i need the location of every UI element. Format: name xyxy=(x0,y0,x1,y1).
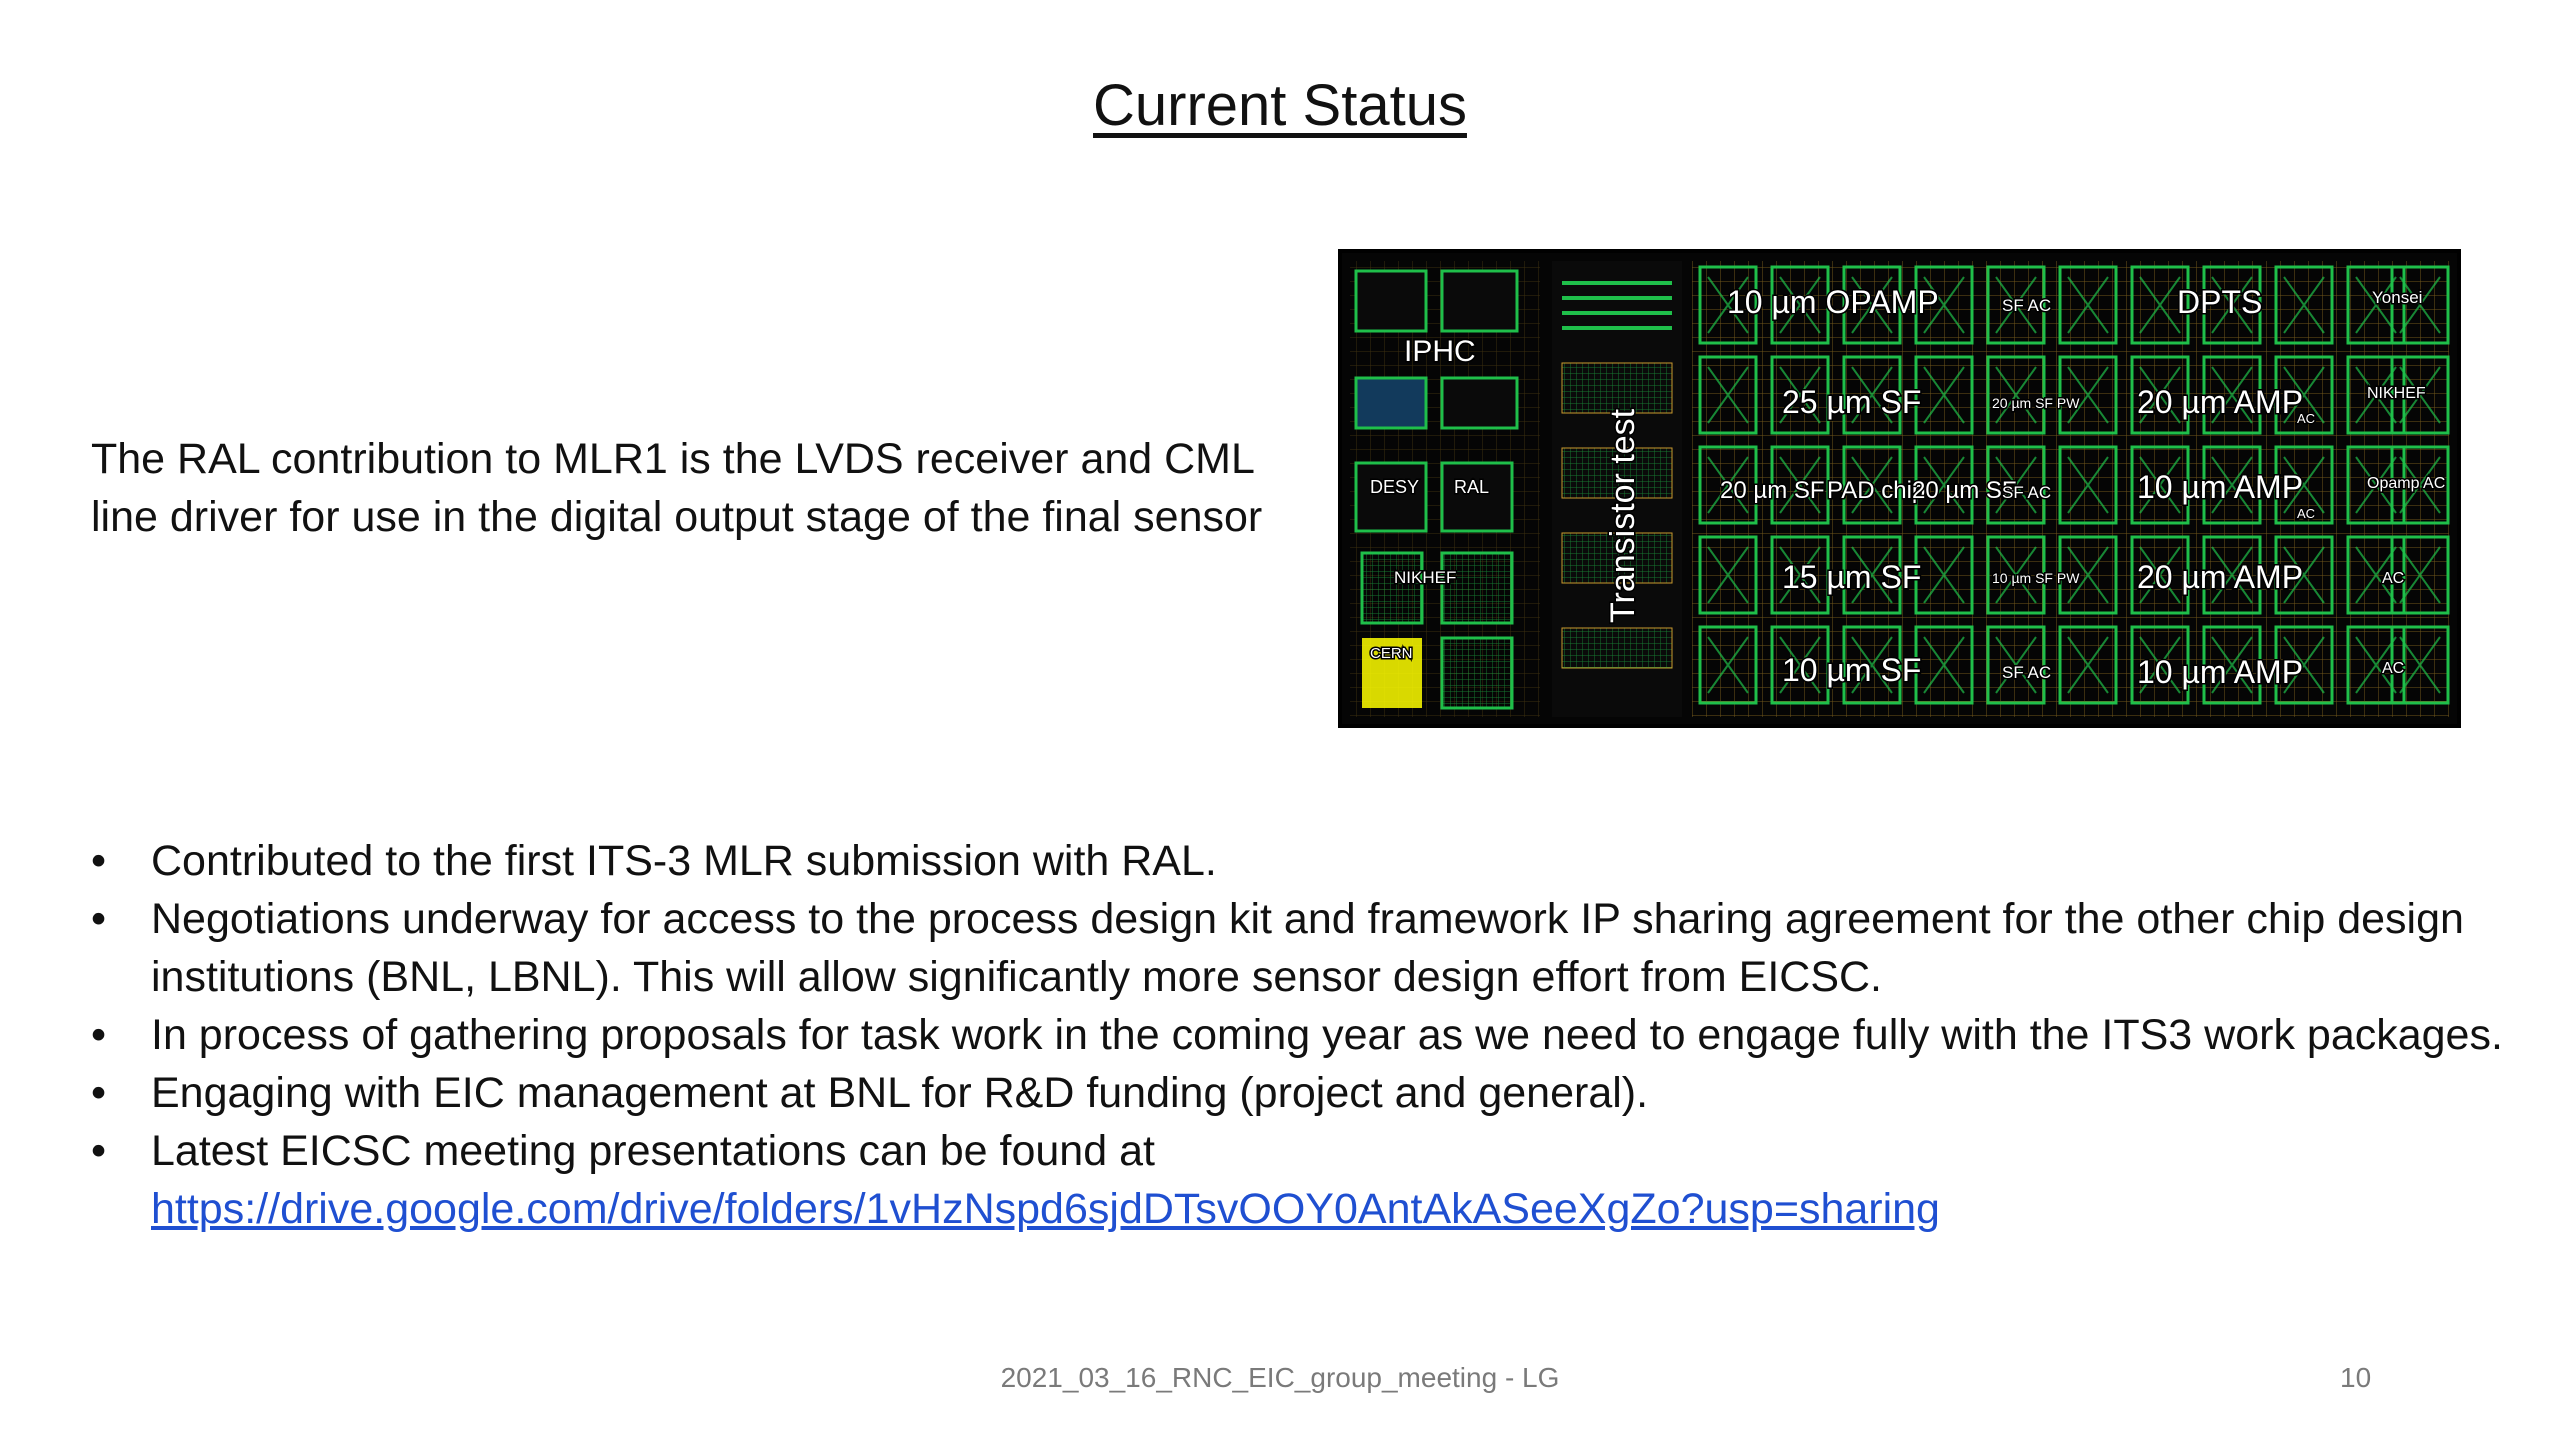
label-yonsei: Yonsei xyxy=(2372,288,2423,307)
bullet-text: In process of gathering proposals for task work in the coming year as we need to engage fully with the ITS3 work packages. xyxy=(151,1011,2503,1059)
bullet-dot: • xyxy=(91,1011,107,1059)
label-sf-ac-2: SF AC xyxy=(2002,483,2052,502)
label-iphc: IPHC xyxy=(1404,335,1476,368)
label-ral: RAL xyxy=(1454,477,1490,497)
label-nikhef-right: NIKHEF xyxy=(2367,385,2426,402)
label-pad-chip: PAD chip xyxy=(1827,477,1926,504)
label-ac-small-1: AC xyxy=(2297,411,2316,426)
chip-layout-image xyxy=(1338,249,2461,728)
bullet-text: Contributed to the first ITS-3 MLR submission with RAL. xyxy=(151,837,1217,885)
label-sf-ac-3: SF AC xyxy=(2002,663,2052,682)
bullet-item xyxy=(91,1006,2551,1064)
label-nikhef-left: NIKHEF xyxy=(1394,568,1457,587)
label-25um-sf: 25 µm SF xyxy=(1782,384,1922,420)
bullet-text: Negotiations underway for access to the process design kit and framework IP sharing agreement for the other chip design institutions (BNL, LBNL). This will allow significantly more sensor design effort from EICSC. xyxy=(151,895,2464,1001)
bullet-text: Latest EICSC meeting presentations can be found at xyxy=(151,1127,1155,1175)
label-20um-sf-pw: 20 µm SF PW xyxy=(1992,395,2080,411)
label-transistor-test: Transistor test xyxy=(1604,408,1642,623)
status-bullet-list xyxy=(91,832,2551,1238)
bullet-text: Engaging with EIC management at BNL for R&D funding (project and general). xyxy=(151,1069,1649,1117)
bullet-dot: • xyxy=(91,1127,107,1175)
label-10um-amp-1: 10 µm AMP xyxy=(2137,469,2304,505)
bullet-item xyxy=(91,832,2551,890)
bullet-item xyxy=(91,1064,2551,1122)
label-10um-opamp: 10 µm OPAMP xyxy=(1727,284,1939,320)
footer-title: 2021_03_16_RNC_EIC_group_meeting - LG xyxy=(1000,1362,1560,1393)
bullet-item xyxy=(91,1122,2551,1238)
label-desy: DESY xyxy=(1370,477,1420,497)
label-sf-ac-1: SF AC xyxy=(2002,296,2052,315)
chip-layout-svg xyxy=(1342,253,2457,724)
label-10um-sf-pw: 10 µm SF PW xyxy=(1992,570,2080,586)
intro-line-2: line driver for use in the digital output stage of the final sensor xyxy=(91,493,1263,541)
label-15um-sf: 15 µm SF xyxy=(1782,559,1922,595)
label-cern: CERN xyxy=(1370,645,1413,662)
slide-title: Current Status xyxy=(1093,73,1467,138)
label-dpts: DPTS xyxy=(2177,284,2263,320)
label-10um-amp-2: 10 µm AMP xyxy=(2137,654,2304,690)
label-20um-amp-2: 20 µm AMP xyxy=(2137,559,2304,595)
label-20um-sf-a: 20 µm SF xyxy=(1720,477,1825,504)
bullet-dot: • xyxy=(91,837,107,885)
label-ac-small-2: AC xyxy=(2297,506,2316,521)
intro-paragraph xyxy=(91,430,1341,546)
label-opamp-ac: Opamp AC xyxy=(2367,475,2446,492)
intro-line-1: The RAL contribution to MLR1 is the LVDS receiver and CML xyxy=(91,435,1255,483)
label-20um-sf-b: 20 µm SF xyxy=(1912,477,2017,504)
label-10um-sf: 10 µm SF xyxy=(1782,652,1922,688)
label-ac-2: AC xyxy=(2382,660,2405,677)
label-20um-amp-1: 20 µm AMP xyxy=(2137,384,2304,420)
page-number: 10 xyxy=(2340,1362,2372,1393)
label-ac-1: AC xyxy=(2382,570,2405,587)
bullet-item xyxy=(91,890,2551,1006)
bullet-dot: • xyxy=(91,1069,107,1117)
drive-folder-link[interactable]: https://drive.google.com/drive/folders/1vHzNspd6sjdDTsvOOY0AntAkASeeXgZo?usp=sharing xyxy=(151,1185,1940,1233)
bullet-dot: • xyxy=(91,895,107,943)
